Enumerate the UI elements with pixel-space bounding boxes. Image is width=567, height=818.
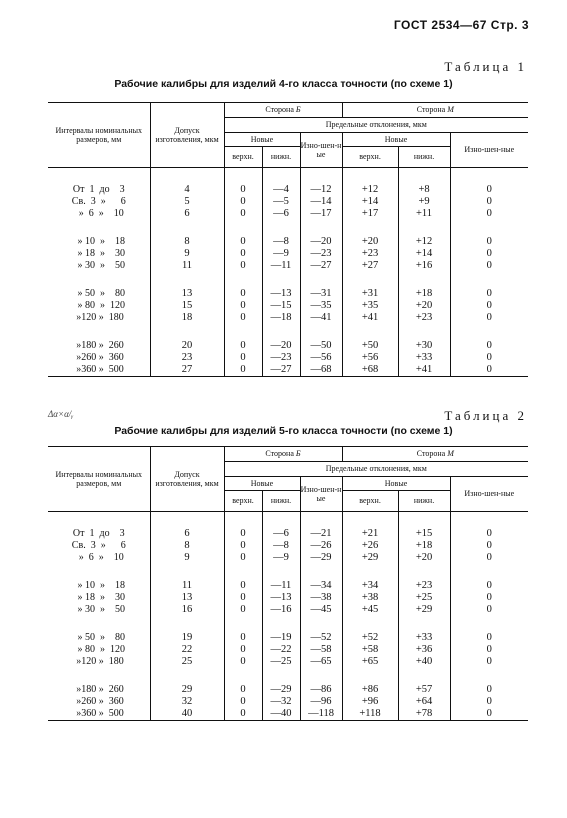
table-cell: —8 (262, 540, 300, 552)
table-cell: —14 (300, 196, 342, 208)
side-b-worn-header: Изно-шен-ные (300, 133, 342, 168)
table-cell: » 30 » 50 (72, 603, 125, 615)
side-m-worn-header: Изно-шен-ные (450, 133, 528, 168)
table-cell: » 80 » 120 (72, 299, 125, 311)
table-cell: 8 (150, 540, 224, 552)
table-cell: » 18 » 30 (72, 247, 125, 259)
col-tolerance-header: Допуск изготовления, мкм (150, 103, 224, 168)
table-cell: +12 (398, 236, 450, 248)
table-cell: +21 (342, 528, 398, 540)
table-cell: » 80 » 120 (72, 643, 125, 655)
side-b-lower-header: нижн. (262, 147, 300, 168)
table-cell: 25 (150, 656, 224, 668)
table-cell: +50 (342, 340, 398, 352)
table-row (48, 352, 528, 364)
table-cell: »360 » 500 (48, 364, 150, 377)
table-cell: —38 (300, 592, 342, 604)
table-cell: 9 (150, 552, 224, 564)
side-m-header: Сторона М (342, 103, 528, 118)
table-cell: 0 (224, 236, 262, 248)
side-b-header: Сторона Б (224, 447, 342, 462)
table-cell: +33 (398, 632, 450, 644)
col-interval-header: Интервалы номинальных размеров, мм (48, 103, 150, 168)
table-cell: +11 (398, 208, 450, 220)
table-row (48, 644, 528, 656)
table-cell: 4 (150, 184, 224, 196)
table-cell: 0 (450, 580, 528, 592)
table-cell: +58 (342, 644, 398, 656)
table-cell: —45 (300, 604, 342, 616)
table-cell: 9 (150, 248, 224, 260)
table-cell: 0 (450, 236, 528, 248)
table-cell: —23 (300, 248, 342, 260)
table-cell: 0 (450, 708, 528, 721)
table-cell: 0 (450, 352, 528, 364)
side-m-lower-header: нижн. (398, 491, 450, 512)
table-cell: —31 (300, 288, 342, 300)
table-cell: 11 (150, 260, 224, 272)
side-m-upper-header: верхн. (342, 147, 398, 168)
table-cell: 0 (224, 552, 262, 564)
table-row (48, 248, 528, 260)
table-cell: +56 (342, 352, 398, 364)
table-cell: —29 (262, 684, 300, 696)
table-cell: 0 (450, 528, 528, 540)
side-b-worn-header: Изно-шен-ные (300, 477, 342, 512)
table-cell: »260 » 360 (73, 695, 124, 707)
table-cell: +86 (342, 684, 398, 696)
table-cell: +38 (342, 592, 398, 604)
table-cell: +20 (398, 552, 450, 564)
table-cell: 0 (224, 696, 262, 708)
table-cell: +14 (342, 196, 398, 208)
table-row (48, 260, 528, 272)
table-cell: 0 (224, 656, 262, 668)
table-cell: 23 (150, 352, 224, 364)
table-cell: +31 (342, 288, 398, 300)
table-cell: 0 (224, 632, 262, 644)
table-cell: 8 (150, 236, 224, 248)
table-cell: » 50 » 80 (72, 287, 125, 299)
table-cell: —8 (262, 236, 300, 248)
col-tolerance-header: Допуск изготовления, мкм (150, 447, 224, 512)
table-cell: 13 (150, 288, 224, 300)
side-b-upper-header: верхн. (224, 147, 262, 168)
table-cell: 19 (150, 632, 224, 644)
table-cell: Св. 3 » 6 (71, 539, 126, 551)
table-2 (48, 446, 528, 721)
table-cell: +18 (398, 540, 450, 552)
table-row (48, 196, 528, 208)
table-row (48, 364, 528, 377)
table-cell: —11 (262, 580, 300, 592)
table-row (48, 696, 528, 708)
table-cell: 0 (224, 340, 262, 352)
table-cell: +23 (398, 580, 450, 592)
table-cell: +16 (398, 260, 450, 272)
table-cell: 27 (150, 364, 224, 377)
table-cell: —5 (262, 196, 300, 208)
table-cell: —40 (262, 708, 300, 721)
table-cell: —21 (300, 528, 342, 540)
table-cell: 0 (224, 604, 262, 616)
table-cell: 0 (450, 300, 528, 312)
table-cell: +65 (342, 656, 398, 668)
table-cell: 0 (224, 208, 262, 220)
table-cell: —27 (300, 260, 342, 272)
page-header: ГОСТ 2534—67 Стр. 3 (393, 18, 529, 32)
table-cell: »260 » 360 (73, 351, 124, 363)
table-cell: »180 » 260 (73, 339, 124, 351)
table-cell: —18 (262, 312, 300, 324)
table-cell: —13 (262, 288, 300, 300)
table-cell: —17 (300, 208, 342, 220)
side-b-upper-header: верхн. (224, 491, 262, 512)
table-row (48, 288, 528, 300)
table-cell: —50 (300, 340, 342, 352)
side-m-upper-header: верхн. (342, 491, 398, 512)
deviations-header: Предельные отклонения, мкм (224, 118, 528, 133)
table-row (48, 340, 528, 352)
table-cell: —11 (262, 260, 300, 272)
table-cell: 0 (450, 540, 528, 552)
table-cell: —65 (300, 656, 342, 668)
side-m-new-header: Новые (342, 477, 450, 491)
table-1-title: Рабочие калибры для изделий 4-го класса точности (по схеме 1) (114, 78, 453, 90)
table-cell: +57 (398, 684, 450, 696)
table-cell: +64 (398, 696, 450, 708)
table-cell: —13 (262, 592, 300, 604)
table-cell: —23 (262, 352, 300, 364)
table-cell: » 18 » 30 (72, 591, 125, 603)
table-cell: +52 (342, 632, 398, 644)
table-cell: +41 (398, 364, 450, 377)
table-cell: —68 (300, 364, 342, 377)
table-cell: 0 (224, 580, 262, 592)
table-cell: —9 (262, 552, 300, 564)
table-cell: 16 (150, 604, 224, 616)
table-row (48, 684, 528, 696)
table-cell: 0 (450, 208, 528, 220)
table-cell: —22 (262, 644, 300, 656)
table-cell: —86 (300, 684, 342, 696)
table-row (48, 708, 528, 721)
table-cell: 0 (450, 644, 528, 656)
table-cell: +15 (398, 528, 450, 540)
table-cell: 11 (150, 580, 224, 592)
table-cell: 0 (450, 248, 528, 260)
table-cell: 0 (450, 696, 528, 708)
table-cell: » 6 » 10 (73, 207, 124, 219)
table-cell: 0 (224, 364, 262, 377)
table-cell: 0 (224, 248, 262, 260)
table-cell: +23 (398, 312, 450, 324)
table-cell: 15 (150, 300, 224, 312)
table-cell: 0 (450, 260, 528, 272)
table-cell: 0 (224, 592, 262, 604)
table-cell: —41 (300, 312, 342, 324)
table-cell: —34 (300, 580, 342, 592)
table-row (48, 604, 528, 616)
table-cell: +34 (342, 580, 398, 592)
table-cell: От 1 до 3 (72, 183, 125, 195)
table-cell: 0 (224, 684, 262, 696)
table-cell: 0 (450, 592, 528, 604)
table-cell: 18 (150, 312, 224, 324)
table-cell: +26 (342, 540, 398, 552)
table-cell: +17 (342, 208, 398, 220)
table-cell: 5 (150, 196, 224, 208)
table-cell: 0 (450, 196, 528, 208)
table-cell: 0 (450, 288, 528, 300)
table-row (48, 300, 528, 312)
table-row (48, 656, 528, 668)
table-cell: » 50 » 80 (72, 631, 125, 643)
table-cell: +36 (398, 644, 450, 656)
table-cell: 0 (224, 528, 262, 540)
table-cell: 0 (224, 540, 262, 552)
table-cell: +96 (342, 696, 398, 708)
table-cell: От 1 до 3 (72, 527, 125, 539)
table-cell: —9 (262, 248, 300, 260)
table-cell: +18 (398, 288, 450, 300)
table-cell: +29 (342, 552, 398, 564)
table-cell: —29 (300, 552, 342, 564)
table-cell: +8 (398, 184, 450, 196)
table-cell: —6 (262, 208, 300, 220)
table-cell: +27 (342, 260, 398, 272)
table-cell: —52 (300, 632, 342, 644)
table-cell: 6 (150, 528, 224, 540)
table-cell: +78 (398, 708, 450, 721)
table-cell: » 10 » 18 (72, 579, 125, 591)
table-row (48, 552, 528, 564)
side-b-header: Сторона Б (224, 103, 342, 118)
table-cell: —20 (262, 340, 300, 352)
table-cell: —4 (262, 184, 300, 196)
table-cell: 0 (450, 604, 528, 616)
table-cell: —26 (300, 540, 342, 552)
table-cell: 0 (224, 300, 262, 312)
side-m-lower-header: нижн. (398, 147, 450, 168)
table-cell: 0 (450, 552, 528, 564)
table-2-title: Рабочие калибры для изделий 5-го класса точности (по схеме 1) (114, 425, 453, 437)
table-cell: 40 (150, 708, 224, 721)
table-cell: » 6 » 10 (73, 551, 124, 563)
table-cell: +12 (342, 184, 398, 196)
table-cell: » 10 » 18 (72, 235, 125, 247)
table-row (48, 312, 528, 324)
table-cell: 0 (450, 632, 528, 644)
table-cell: »120 » 180 (73, 311, 124, 323)
table-cell: 0 (224, 708, 262, 721)
table-cell: —56 (300, 352, 342, 364)
table-cell: —12 (300, 184, 342, 196)
side-b-lower-header: нижн. (262, 491, 300, 512)
col-interval-header: Интервалы номинальных размеров, мм (48, 447, 150, 512)
table-cell: +14 (398, 248, 450, 260)
table-cell: 32 (150, 696, 224, 708)
table-cell: 0 (450, 656, 528, 668)
table-cell: —96 (300, 696, 342, 708)
table-cell: 0 (450, 312, 528, 324)
table-cell: 0 (450, 340, 528, 352)
table-cell: —15 (262, 300, 300, 312)
table-cell: —25 (262, 656, 300, 668)
table-cell: +25 (398, 592, 450, 604)
table-cell: —118 (300, 708, 342, 721)
table-cell: 0 (224, 312, 262, 324)
table-row (48, 580, 528, 592)
table-row (48, 208, 528, 220)
table-cell: 0 (224, 644, 262, 656)
table-row (48, 592, 528, 604)
table-cell: +20 (398, 300, 450, 312)
table-cell: 0 (224, 260, 262, 272)
table-2-label: Таблица 2 (444, 408, 527, 423)
table-cell: 22 (150, 644, 224, 656)
table-cell: —27 (262, 364, 300, 377)
table-cell: 20 (150, 340, 224, 352)
table-cell: +35 (342, 300, 398, 312)
table-cell: 0 (450, 364, 528, 377)
table-cell: 0 (450, 184, 528, 196)
table-cell: Св. 3 » 6 (71, 195, 126, 207)
side-m-worn-header: Изно-шен-ные (450, 477, 528, 512)
table-cell: +30 (398, 340, 450, 352)
table-cell: 0 (450, 684, 528, 696)
table-cell: +20 (342, 236, 398, 248)
table-row (48, 528, 528, 540)
table-row (48, 540, 528, 552)
table-1 (48, 102, 528, 377)
table-row (48, 236, 528, 248)
table-cell: 0 (224, 352, 262, 364)
table-cell: 6 (150, 208, 224, 220)
table-cell: 29 (150, 684, 224, 696)
side-m-new-header: Новые (342, 133, 450, 147)
table-cell: +33 (398, 352, 450, 364)
table-cell: +118 (342, 708, 398, 721)
side-b-new-header: Новые (224, 477, 300, 491)
table-cell: +45 (342, 604, 398, 616)
ink-smudge: Δα×α/ᵧ (48, 409, 74, 419)
side-b-new-header: Новые (224, 133, 300, 147)
table-cell: +23 (342, 248, 398, 260)
table-cell: »120 » 180 (73, 655, 124, 667)
table-cell: 0 (224, 196, 262, 208)
table-cell: —16 (262, 604, 300, 616)
table-cell: —19 (262, 632, 300, 644)
table-cell: +40 (398, 656, 450, 668)
table-cell: »360 » 500 (48, 708, 150, 721)
table-cell: —58 (300, 644, 342, 656)
table-cell: —32 (262, 696, 300, 708)
table-row (48, 184, 528, 196)
table-cell: +41 (342, 312, 398, 324)
table-cell: 0 (224, 288, 262, 300)
table-cell: »180 » 260 (73, 683, 124, 695)
table-cell: +29 (398, 604, 450, 616)
table-cell: —20 (300, 236, 342, 248)
side-m-header: Сторона М (342, 447, 528, 462)
table-1-label: Таблица 1 (444, 59, 527, 74)
table-cell: 0 (224, 184, 262, 196)
table-row (48, 632, 528, 644)
table-cell: +68 (342, 364, 398, 377)
table-cell: 13 (150, 592, 224, 604)
table-cell: +9 (398, 196, 450, 208)
table-cell: —6 (262, 528, 300, 540)
table-cell: —35 (300, 300, 342, 312)
table-cell: » 30 » 50 (72, 259, 125, 271)
deviations-header: Предельные отклонения, мкм (224, 462, 528, 477)
